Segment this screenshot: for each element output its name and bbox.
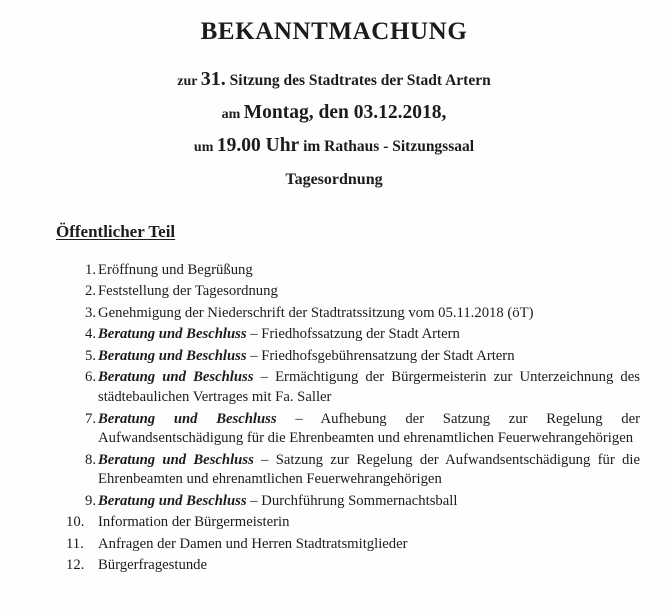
- agenda-item: [0, 535, 668, 555]
- agenda-item-number: 8.: [84, 451, 96, 468]
- header-line-session-number: 31.: [200, 68, 226, 90]
- agenda-item: [0, 451, 668, 490]
- agenda-item: [0, 304, 668, 324]
- agenda-item-number: 2.: [84, 283, 96, 300]
- agenda-item: [0, 261, 668, 281]
- header-line-location: im Rathaus - Sitzungssaal: [299, 138, 475, 156]
- agenda-item-decision-label: Beratung und Beschluss: [98, 410, 277, 427]
- agenda-list: [0, 261, 668, 576]
- agenda-item-number: 5.: [84, 347, 96, 364]
- header-line-date-value: Montag, den 03.12.2018,: [243, 102, 447, 123]
- agenda-item-text: Anfragen der Damen und Herren Stadtratsmitglieder: [98, 535, 408, 552]
- header-line-session-prefix: zur: [177, 74, 201, 89]
- agenda-item-text: – Friedhofsgebührensatzung der Stadt Artern: [246, 347, 515, 364]
- agenda-item: [0, 368, 668, 407]
- header-line-time-prefix: um: [193, 140, 217, 156]
- agenda-item-text: Information der Bürgermeisterin: [98, 514, 290, 531]
- agenda-item-text: Eröffnung und Begrüßung: [98, 261, 253, 278]
- agenda-item-text: Genehmigung der Niederschrift der Stadtratssitzung vom 05.11.2018 (öT): [98, 304, 534, 321]
- agenda-item: [0, 325, 668, 345]
- header-line-time-location: [0, 134, 668, 158]
- agenda-item: [0, 556, 668, 576]
- header-line-date-prefix: am: [221, 107, 244, 122]
- section-heading-wrapper: [0, 190, 668, 242]
- agenda-item-number: 4.: [84, 326, 96, 343]
- agenda-item-number: 1.: [84, 261, 96, 278]
- agenda-item-decision-label: Beratung und Beschluss: [98, 451, 254, 468]
- agenda-item-text: – Satzung zur Regelung der Aufwandsentschädigung für die Ehrenbeamten und ehrenamtlichen Feuerwehrangehörigen: [98, 451, 641, 488]
- agenda-item-text: – Durchführung Sommernachtsball: [246, 492, 458, 509]
- agenda-item: [0, 410, 668, 449]
- agenda-item-decision-label: Beratung und Beschluss: [98, 369, 254, 386]
- agenda-item-number: 12.: [66, 557, 85, 574]
- agenda-item-number: 3.: [84, 304, 96, 321]
- agenda-item: [0, 347, 668, 367]
- agenda-item-number: 7.: [84, 410, 96, 427]
- header-line-date: [0, 101, 668, 125]
- agenda-item-number: 9.: [84, 492, 96, 509]
- agenda-item-text: Feststellung der Tagesordnung: [98, 283, 278, 300]
- agenda-item-decision-label: Beratung und Beschluss: [98, 492, 247, 509]
- agenda-item-text: Bürgerfragestunde: [98, 557, 208, 574]
- agenda-item-number: 10.: [66, 514, 85, 531]
- agenda-item-text: – Ermächtigung der Bürgermeisterin zur Unterzeichnung des städtebaulichen Vertrages mit Fa. Saller: [98, 369, 641, 406]
- agenda-item-text: – Aufhebung der Satzung zur Regelung der Aufwandsentschädigung für die Ehrenbeamten und ehrenamtlichen Feuerwehrangehörigen: [98, 410, 641, 447]
- section-heading-public-part: Öffentlicher Teil: [56, 221, 176, 241]
- agenda-item: [0, 282, 668, 302]
- agenda-label: Tagesordnung: [285, 170, 383, 188]
- page-title: BEKANNTMACHUNG: [200, 18, 468, 45]
- agenda-item-number: 6.: [84, 369, 96, 386]
- header-line-session-suffix: Sitzung des Stadtrates der Stadt Artern: [225, 72, 491, 89]
- agenda-item-number: 11.: [66, 535, 84, 552]
- agenda-item-decision-label: Beratung und Beschluss: [98, 347, 247, 364]
- header-line-agenda-label: [0, 170, 668, 190]
- agenda-item-text: – Friedhofssatzung der Stadt Artern: [246, 326, 460, 343]
- header-line-time-value: 19.00 Uhr: [216, 135, 300, 157]
- agenda-item: [0, 513, 668, 533]
- document-header: [0, 0, 668, 190]
- agenda-item-decision-label: Beratung und Beschluss: [98, 326, 247, 343]
- agenda-item: [0, 492, 668, 512]
- header-line-session: [0, 67, 668, 92]
